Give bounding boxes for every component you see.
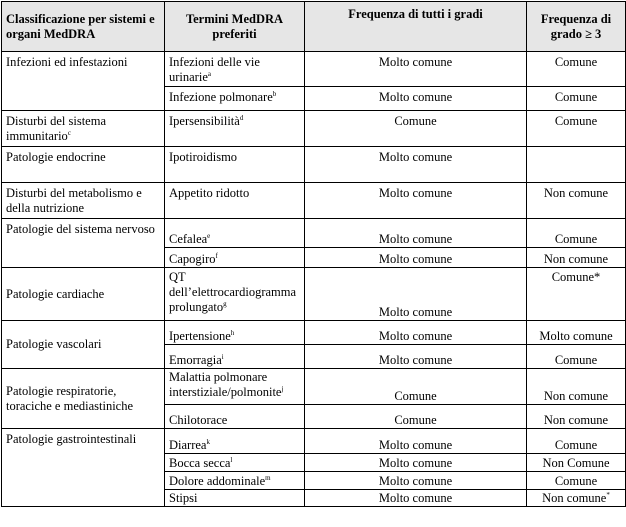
soc-cell: Patologie vascolari (2, 321, 165, 369)
freq-g3-cell (527, 147, 626, 183)
freq-g3-cell: Comune (527, 472, 626, 490)
freq-g3-cell: Non comune (527, 183, 626, 219)
term-cell: Infezioni delle vie urinarie$^a$ (165, 52, 305, 87)
header-soc: Classificazione per sistemi e organi MedDRA (2, 2, 165, 52)
freq-all-cell: Molto comune (305, 345, 527, 369)
table-row (2, 219, 626, 248)
freq-g3-cell: Non comune (527, 405, 626, 429)
table-row (2, 369, 626, 405)
freq-all-cell: Comune (305, 369, 527, 405)
freq-all-cell: Molto comune (305, 183, 527, 219)
freq-g3-cell: Comune (527, 429, 626, 454)
soc-cell: Disturbi del sistema immunitario$^c$ (2, 111, 165, 147)
soc-cell: Patologie cardiache (2, 268, 165, 321)
term-cell: Chilotorace (165, 405, 305, 429)
header-term: Termini MedDRA preferiti (165, 2, 305, 52)
freq-g3-cell: Comune (527, 87, 626, 111)
freq-g3-cell: Comune (527, 111, 626, 147)
table-row (2, 321, 626, 345)
soc-cell: Patologie endocrine (2, 147, 165, 183)
header-row (2, 2, 626, 52)
adverse-reactions-table (1, 1, 626, 507)
term-cell: Ipertensione$^h$ (165, 321, 305, 345)
freq-all-cell: Molto comune (305, 219, 527, 248)
freq-g3-cell: Non comune (527, 369, 626, 405)
term-cell: Infezione polmonare$^b$ (165, 87, 305, 111)
table-row (2, 111, 626, 147)
soc-cell: Patologie respiratorie, toraciche e mediastiniche (2, 369, 165, 429)
term-cell: Bocca secca$^l$ (165, 454, 305, 472)
term-cell: Stipsi (165, 490, 305, 507)
freq-all-cell: Comune (305, 111, 527, 147)
term-cell: Appetito ridotto (165, 183, 305, 219)
freq-g3-cell: Non comune* (527, 490, 626, 507)
table-row (2, 429, 626, 454)
term-cell: QT dell’elettrocardiogramma prolungato$^g$ (165, 268, 305, 321)
soc-cell: Infezioni ed infestazioni (2, 52, 165, 111)
table-row (2, 183, 626, 219)
soc-cell: Patologie gastrointestinali (2, 429, 165, 507)
freq-g3-cell: Comune (527, 219, 626, 248)
freq-all-cell: Molto comune (305, 454, 527, 472)
freq-all-cell: Molto comune (305, 490, 527, 507)
freq-all-cell: Molto comune (305, 52, 527, 87)
freq-g3-cell: Molto comune (527, 321, 626, 345)
freq-all-cell: Comune (305, 405, 527, 429)
freq-g3-cell: Non comune (527, 248, 626, 268)
table-row (2, 52, 626, 87)
header-freq-g3: Frequenza di grado ≥ 3 (527, 2, 626, 52)
freq-g3-cell: Non Comune (527, 454, 626, 472)
soc-cell: Patologie del sistema nervoso (2, 219, 165, 268)
freq-all-cell: Molto comune (305, 248, 527, 268)
freq-all-cell: Molto comune (305, 147, 527, 183)
term-cell: Malattia polmonare interstiziale/polmonite$^j$ (165, 369, 305, 405)
freq-all-cell: Molto comune (305, 321, 527, 345)
soc-cell: Disturbi del metabolismo e della nutrizione (2, 183, 165, 219)
table-row (2, 268, 626, 321)
freq-all-cell: Molto comune (305, 429, 527, 454)
term-cell: Diarrea$^k$ (165, 429, 305, 454)
term-cell: Ipotiroidismo (165, 147, 305, 183)
freq-all-cell: Molto comune (305, 472, 527, 490)
term-cell: Ipersensibilità$^d$ (165, 111, 305, 147)
term-cell: Dolore addominale$^m$ (165, 472, 305, 490)
freq-all-cell: Molto comune (305, 268, 527, 321)
freq-g3-cell: Comune* (527, 268, 626, 321)
freq-g3-cell: Comune (527, 345, 626, 369)
table-row (2, 147, 626, 183)
header-freq-all: Frequenza di tutti i gradi (305, 2, 527, 52)
term-cell: Cefalea$^e$ (165, 219, 305, 248)
freq-g3-cell: Comune (527, 52, 626, 87)
term-cell: Emorragia$^i$ (165, 345, 305, 369)
term-cell: Capogiro$^f$ (165, 248, 305, 268)
freq-all-cell: Molto comune (305, 87, 527, 111)
